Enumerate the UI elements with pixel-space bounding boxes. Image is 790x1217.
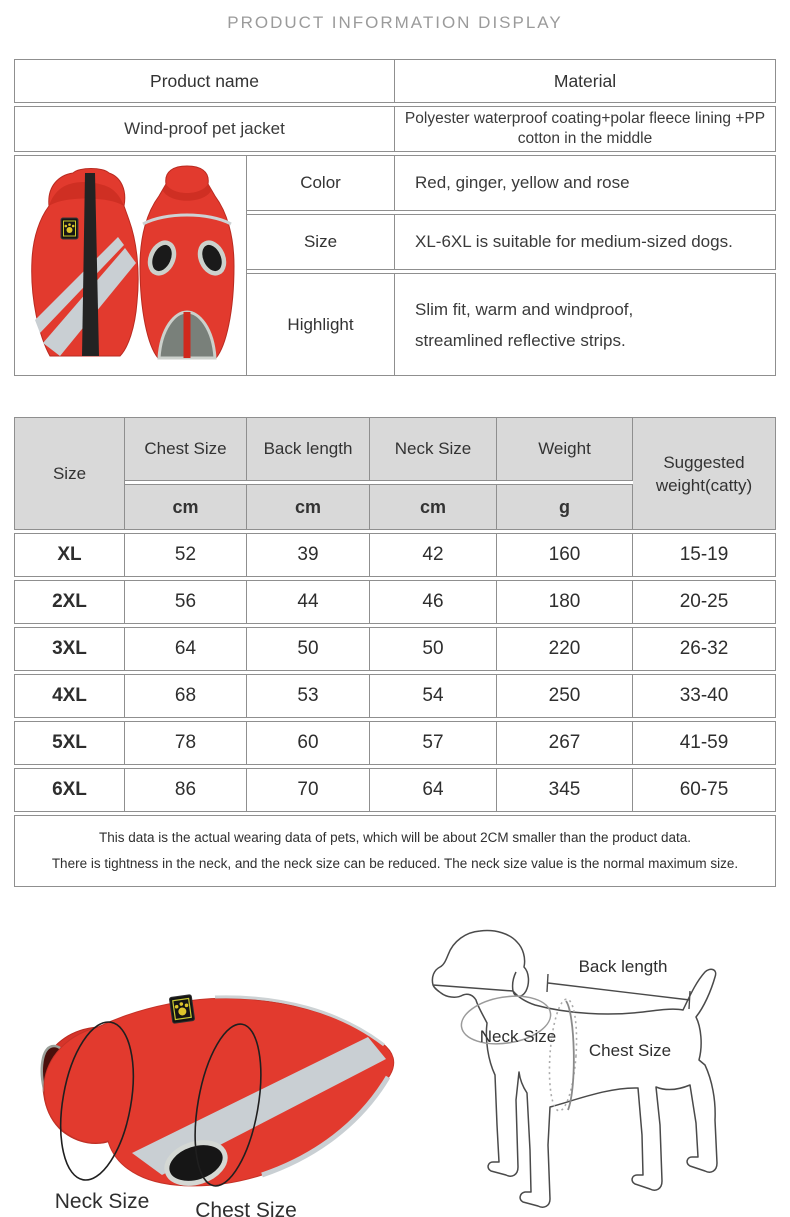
col-header-size: Size (14, 417, 125, 530)
neck-cell: 64 (370, 768, 497, 812)
size-cell: 4XL (14, 674, 125, 718)
weight-cell: 267 (497, 721, 633, 765)
paw-logo-icon (169, 995, 194, 1024)
col-header-back: Back length (247, 417, 370, 481)
chest-cell: 56 (125, 580, 247, 624)
chest-cell: 86 (125, 768, 247, 812)
chest-cell: 68 (125, 674, 247, 718)
back-cell: 39 (247, 533, 370, 577)
jacket-side-photo (34, 995, 393, 1191)
table-row (14, 768, 776, 812)
size-cell: 5XL (14, 721, 125, 765)
suggested-cell: 33-40 (633, 674, 776, 718)
back-cell: 50 (247, 627, 370, 671)
size-chart-table (14, 414, 776, 890)
measurement-guide (0, 915, 790, 1217)
jacket-chest-size-label: Chest Size (195, 1199, 297, 1217)
table-row (14, 155, 776, 211)
size-cell: XL (14, 533, 125, 577)
weight-cell: 220 (497, 627, 633, 671)
table-row (14, 533, 776, 577)
weight-cell: 345 (497, 768, 633, 812)
attr-label-color: Color (247, 155, 395, 211)
dog-outline (432, 931, 717, 1208)
dog-measure-illustration (428, 915, 790, 1217)
col-header-suggested: Suggested weight(catty) (633, 417, 776, 530)
note-line-1: This data is the actual wearing data of pets, which will be about 2CM smaller than the product data. (98, 830, 692, 845)
dog-back-length-label: Back length (578, 957, 668, 976)
suggested-cell: 41-59 (633, 721, 776, 765)
product-photo-illustration (15, 160, 246, 367)
product-photo-cell (14, 155, 247, 376)
attr-label-size: Size (247, 214, 395, 270)
suggested-cell: 60-75 (633, 768, 776, 812)
attr-label-highlight: Highlight (247, 273, 395, 376)
back-cell: 44 (247, 580, 370, 624)
table-row (14, 59, 776, 103)
center-strap (184, 312, 191, 358)
chest-cell: 52 (125, 533, 247, 577)
paw-logo-icon (61, 218, 78, 239)
table-row (14, 721, 776, 765)
jacket-side-view (32, 168, 138, 356)
product-name-value: Wind-proof pet jacket (14, 106, 395, 152)
dog-neck-size-label: Neck Size (479, 1027, 557, 1046)
size-cell: 3XL (14, 627, 125, 671)
back-cell: 60 (247, 721, 370, 765)
col-header-neck: Neck Size (370, 417, 497, 481)
neck-cell: 46 (370, 580, 497, 624)
suggested-cell: 15-19 (633, 533, 776, 577)
back-cell: 70 (247, 768, 370, 812)
size-cell: 6XL (14, 768, 125, 812)
attr-value-color: Red, ginger, yellow and rose (395, 155, 776, 211)
weight-cell: 160 (497, 533, 633, 577)
size-cell: 2XL (14, 580, 125, 624)
data-note (14, 815, 776, 887)
jacket-front-view (140, 166, 234, 358)
table-note-row (14, 815, 776, 887)
table-row (14, 580, 776, 624)
back-cell: 53 (247, 674, 370, 718)
material-value: Polyester waterproof coating+polar fleece lining +PP cotton in the middle (395, 106, 776, 152)
product-info-table (14, 56, 776, 379)
neck-cell: 54 (370, 674, 497, 718)
chest-cell: 64 (125, 627, 247, 671)
col-header-weight: Weight (497, 417, 633, 481)
unit-back: cm (247, 484, 370, 530)
suggested-cell: 20-25 (633, 580, 776, 624)
dog-measure-figure (428, 915, 790, 1217)
weight-cell: 250 (497, 674, 633, 718)
unit-weight: g (497, 484, 633, 530)
table-row (14, 627, 776, 671)
table-header-row (14, 417, 776, 481)
unit-chest: cm (125, 484, 247, 530)
jacket-measure-illustration (0, 915, 428, 1217)
jacket-neck-size-label: Neck Size (54, 1190, 150, 1213)
unit-neck: cm (370, 484, 497, 530)
attr-value-size: XL-6XL is suitable for medium-sized dogs. (395, 214, 776, 270)
material-header: Material (395, 59, 776, 103)
table-row (14, 674, 776, 718)
jacket-measure-figure (0, 915, 428, 1217)
table-row (14, 106, 776, 152)
neck-cell: 42 (370, 533, 497, 577)
note-line-2: There is tightness in the neck, and the neck size can be reduced. The neck size value is the normal maximum size. (51, 856, 739, 871)
neck-cell: 50 (370, 627, 497, 671)
neck-cell: 57 (370, 721, 497, 765)
chest-cell: 78 (125, 721, 247, 765)
page-title: PRODUCT INFORMATION DISPLAY (227, 13, 563, 32)
dog-chest-size-label: Chest Size (588, 1041, 672, 1060)
suggested-cell: 26-32 (633, 627, 776, 671)
weight-cell: 180 (497, 580, 633, 624)
col-header-chest: Chest Size (125, 417, 247, 481)
product-name-header: Product name (14, 59, 395, 103)
attr-value-highlight: Slim fit, warm and windproof, streamlined reflective strips. (395, 273, 776, 376)
